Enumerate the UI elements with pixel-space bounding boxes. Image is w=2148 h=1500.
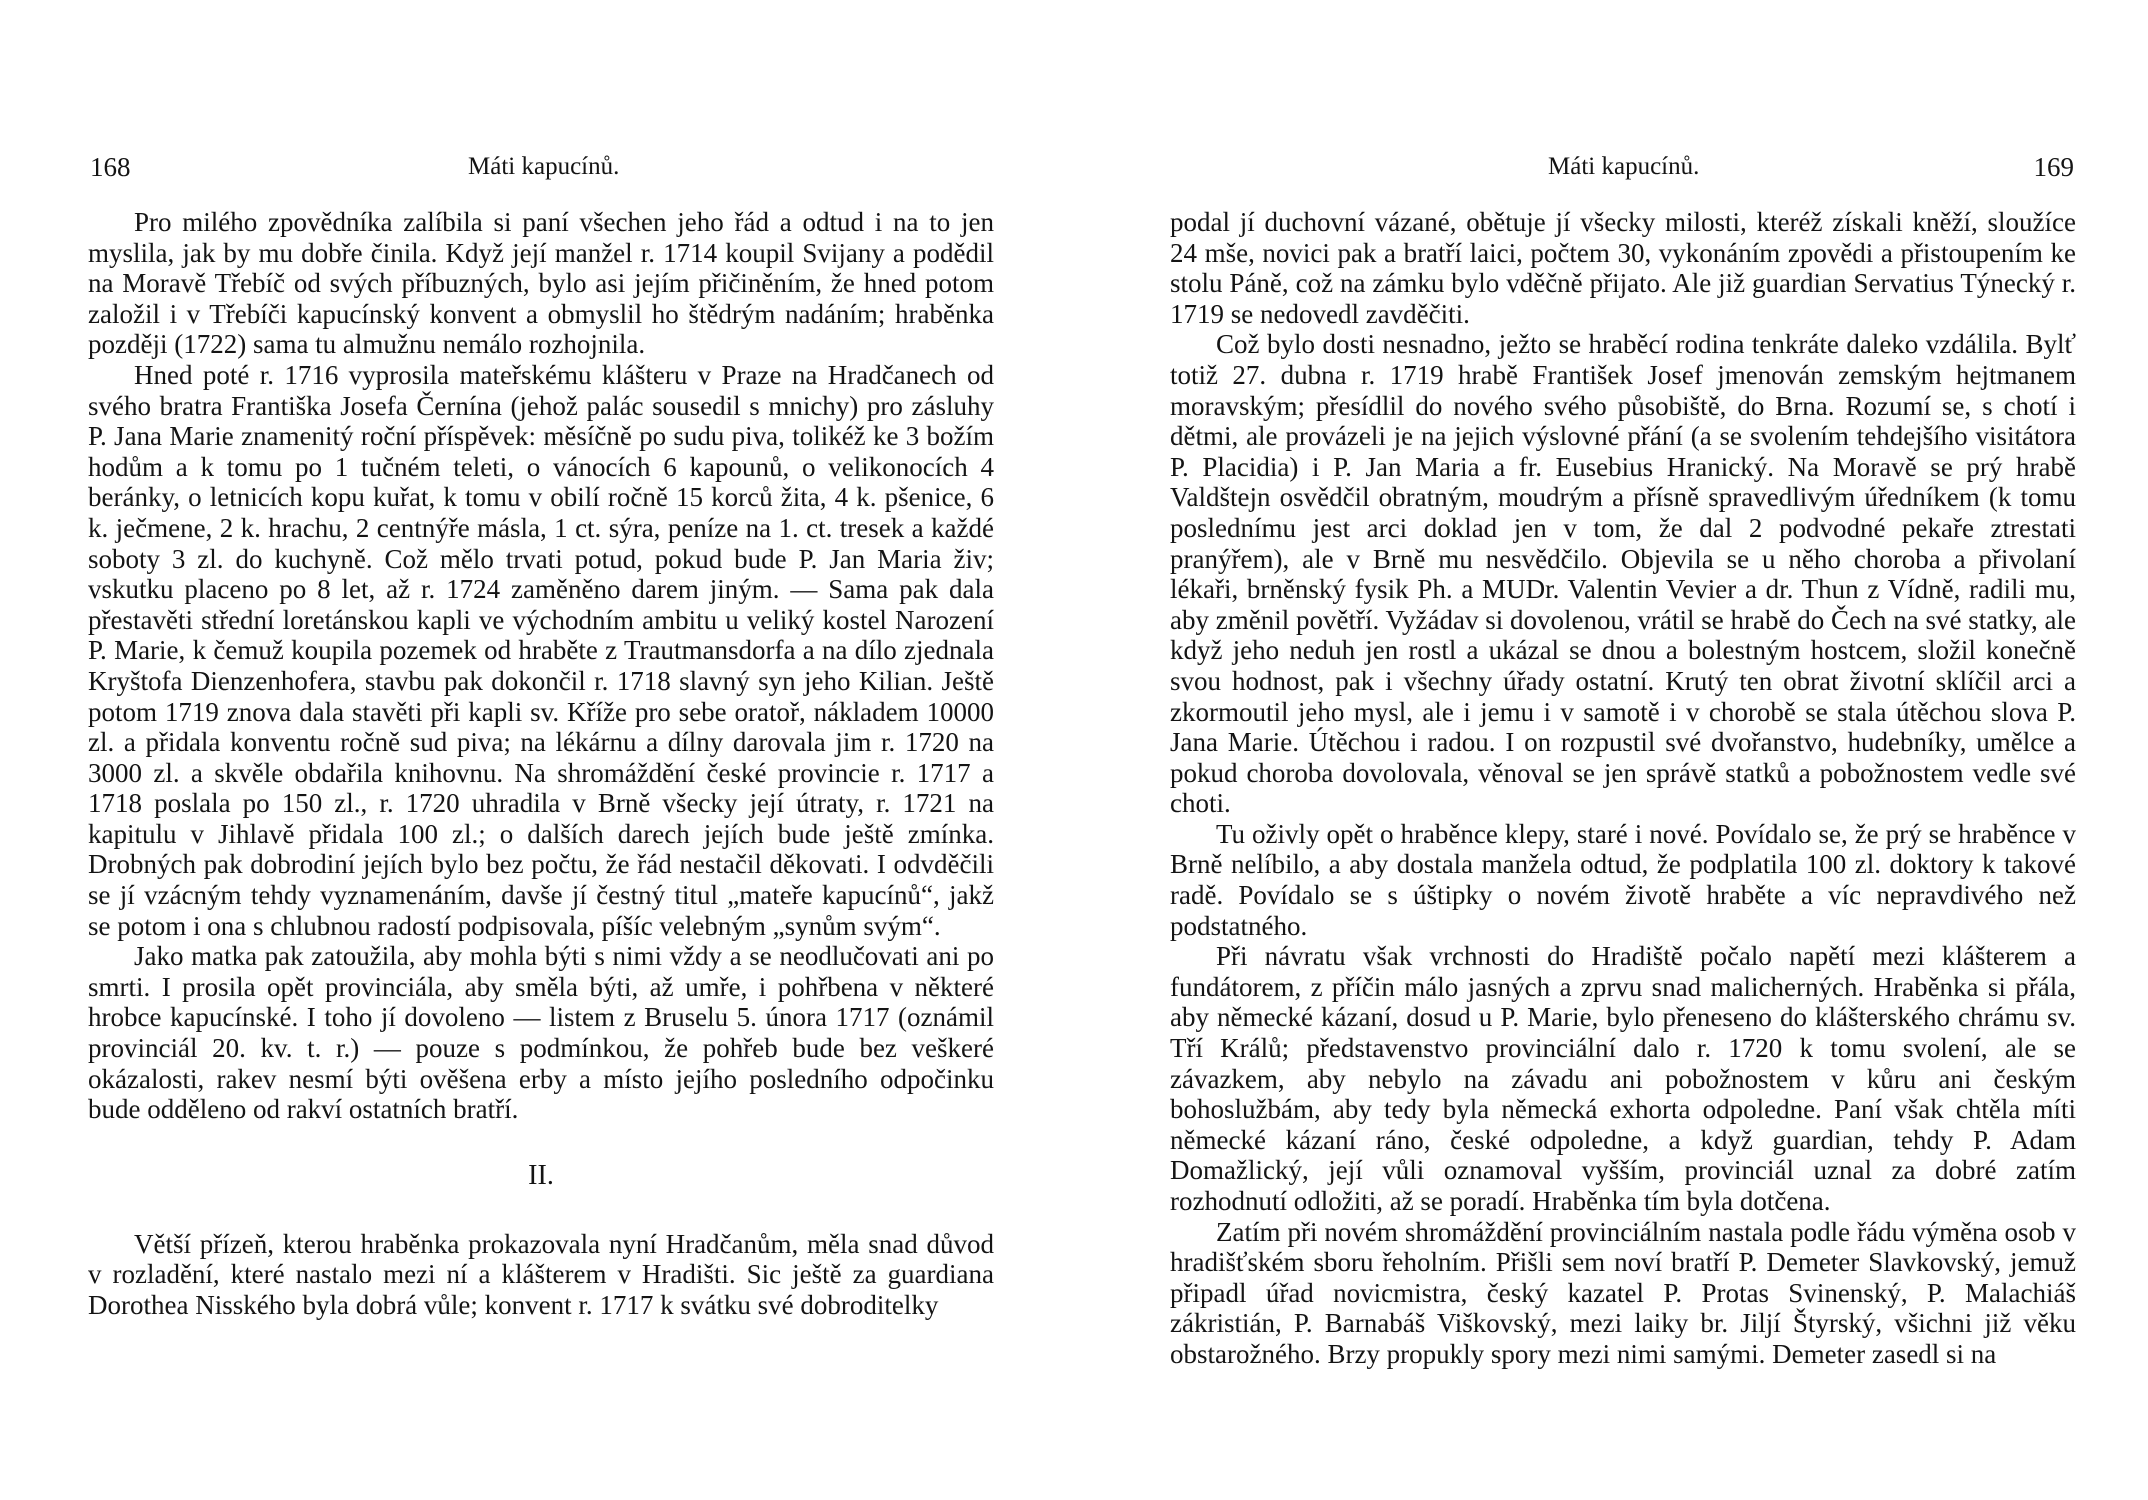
section-heading: II. xyxy=(528,1159,554,1191)
left-running-title: Máti kapucínů. xyxy=(468,153,620,180)
left-section-paragraph: Větší přízeň, kterou hraběnka prokazovala nyní Hradčanům, měla snad důvod v rozladění, které nastalo mezi ní a klášterem v Hradišti. Sic ještě za guardiana Dorothea Nisského byla dobrá vůle; konvent r. 1717 k svátku své dobroditelky xyxy=(88,1228,994,1320)
left-page xyxy=(88,0,994,1500)
left-running-head xyxy=(88,150,994,184)
right-running-title: Máti kapucínů. xyxy=(1548,153,1700,180)
left-page-number: 168 xyxy=(90,152,131,182)
right-paragraph-1: podal jí duchovní vázané, obětuje jí všecky milosti, kteréž získali kněží, sloužíce 24 mše, novici pak a bratří laici, počtem 30, vykonáním zpovědi a přistoupením ke stolu Páně, což na zámku bylo vděčně přijato. Ale již guardian Servatius Týnecký r. 1719 se nedovedl zavděčiti. xyxy=(1170,207,2076,329)
right-page-number: 169 xyxy=(2033,152,2074,182)
left-paragraph-3: Jako matka pak zatoužila, aby mohla býti s nimi vždy a se neodlučovati ani po smrti. I prosila opět provinciála, aby směla býti, až umře, i pohřbena v některé hrobce kapucínské. I toho jí dovoleno — listem z Bruselu 5. února 1717 (oznámil provinciál 20. kv. t. r.) — pouze s podmínkou, že pohřeb bude bez veškeré okázalosti, rakev nesmí býti ověšena erby a místo jejího posledního odpočinku bude odděleno od rakví ostatních bratří. xyxy=(88,941,994,1125)
right-page xyxy=(1170,0,2076,1500)
left-body-text xyxy=(88,207,994,1321)
right-paragraph-2: Což bylo dosti nesnadno, ježto se hraběcí rodina tenkráte daleko vzdálila. Bylť totiž 27. dubna r. 1719 hrabě František Josef jmenován zemským hejtmanem moravským; přesídlil do nového svého působiště, do Brna. Rozumí se, s chotí i dětmi, ale provázeli je na jejich výslovné přání (a se svolením tehdejšího visitátora P. Placidia) i P. Jan Maria a fr. Eusebius Hranický. Na Moravě se prý hrabě Valdštejn osvědčil obratným, moudrým a přísně spravedlivým úředníkem (k tomu poslednímu jest arci doklad jen v tom, že dal 2 podvodné pekaře ztrestati pranýřem), ale v Brně mu nesvědčilo. Objevila se u něho choroba a přivolaní lékaři, brněnský fysik Ph. a MUDr. Valentin Vevier a dr. Thun z Vídně, radili mu, aby změnil povětří. Vyžádav si dovolenou, vrátil se hrabě do Čech na své statky, ale když jeho neduh jen rostl a ukázal se dnou a bolestným hostcem, složil konečně svou hodnost, pak i všechny úřady ostatní. Krutý ten obrat životní sklíčil arci a zkormoutil jeho mysl, ale i jemu i v samotě i v chorobě se stala útěchou slova P. Jana Marie. Útěchou i radou. I on rozpustil své dvořanstvo, hudebníky, umělce a pokud choroba dovolovala, věnoval se jen správě statků a pobožnostem vedle své choti. xyxy=(1170,329,2076,819)
left-paragraph-1: Pro milého zpovědníka zalíbila si paní všechen jeho řád a odtud i na to jen myslila, jak by mu dobře činila. Když její manžel r. 1714 koupil Svijany a podědil na Moravě Třebíč od svých příbuzných, bylo asi jejím přičiněním, že hned potom založil i v Třebíči kapucínský konvent a obmyslil ho štědrým nadáním; hraběnka později (1722) sama tu almužnu nemálo rozhojnila. xyxy=(88,207,994,360)
right-running-head xyxy=(1170,150,2076,184)
right-paragraph-5: Zatím při novém shromáždění provinciálním nastala podle řádu výměna osob v hradišťském sboru řeholním. Přišli sem noví bratří P. Demeter Slavkovský, jemuž připadl úřad novicmistra, český kazatel P. Protas Svinenský, P. Malachiáš zákristián, P. Barnabáš Viškovský, mezi laiky br. Jiljí Štyrský, všichni již věku obstarožného. Brzy propukly spory mezi nimi samými. Demeter zasedl si na xyxy=(1170,1216,2076,1369)
left-paragraph-2: Hned poté r. 1716 vyprosila mateřskému klášteru v Praze na Hradčanech od svého bratra Františka Josefa Černína (jehož palác sousedil s mnichy) pro zásluhy P. Jana Marie znamenitý roční příspěvek: měsíčně po sudu piva, tolikéž ke 3 božím hodům a k tomu po 1 tučném teleti, o vánocích 6 kapounů, o velikonocích 4 beránky, o letnicích kopu kuřat, k tomu v obilí ročně 15 korců žita, 4 k. pšenice, 6 k. ječmene, 2 k. hrachu, 2 centnýře másla, 1 ct. sýra, peníze na 1. ct. tresek a každé soboty 3 zl. do kuchyně. Což mělo trvati potud, pokud bude P. Jan Maria živ; vskutku placeno po 8 let, až r. 1724 zaměněno darem jiným. — Sama pak dala přestavěti střední loretánskou kapli ve východním ambitu u veliký kostel Narození P. Marie, k čemuž koupila pozemek od hraběte z Trautmansdorfa a na dílo zjednala Kryštofa Dienzenhofera, stavbu pak dokončil r. 1718 slavný syn jeho Kilian. Ještě potom 1719 znova dala stavěti při kapli sv. Kříže pro sebe oratoř, nákladem 10000 zl. a přidala konventu ročně sud piva; na lékárnu a dílny darovala jim r. 1720 na 3000 zl. a skvěle obdařila knihovnu. Na shromáždění české provincie r. 1717 a 1718 poslala po 150 zl., r. 1720 uhradila v Brně všecky její útraty, r. 1721 na kapitulu v Jihlavě přidala 100 zl.; o dalších darech jejích bude ještě zmínka. Drobných pak dobrodiní jejích bylo bez počtu, že řád nestačil děkovati. I odvděčili se jí vzácným tehdy vyznamenáním, davše jí čestný titul „mateře kapucínů“, jakž se potom i ona s chlubnou radostí podpisovala, píšíc velebným „synům svým“. xyxy=(88,359,994,941)
right-body-text xyxy=(1170,207,2076,1370)
right-paragraph-4: Při návratu však vrchnosti do Hradiště počalo napětí mezi klášterem a fundátorem, z příčin málo jasných a zprvu snad malicherných. Hraběnka si přála, aby německé kázaní, dosud u P. Marie, bylo přeneseno do klášterského chrámu sv. Tří Králů; představenstvo provinciální dalo r. 1720 k tomu svolení, ale se závazkem, aby nebylo na závadu ani pobožnostem v kůru ani českým bohoslužbám, aby tedy byla německá exhorta odpoledne. Paní však chtěla míti německé kázaní ráno, české odpoledne, a když guardian, tehdy P. Adam Domažlický, její vůli oznamoval vyšším, provinciál uznal za dobré zatím rozhodnutí odložiti, až se poradí. Hraběnka tím byla dotčena. xyxy=(1170,941,2076,1216)
right-paragraph-3: Tu oživly opět o hraběnce klepy, staré i nové. Povídalo se, že prý se hraběnce v Brně nelíbilo, a aby dostala manžela odtud, že podplatila 100 zl. doktory k takové radě. Povídalo se s úštipky o novém životě hraběte a víc nepravdivého než podstatného. xyxy=(1170,818,2076,941)
